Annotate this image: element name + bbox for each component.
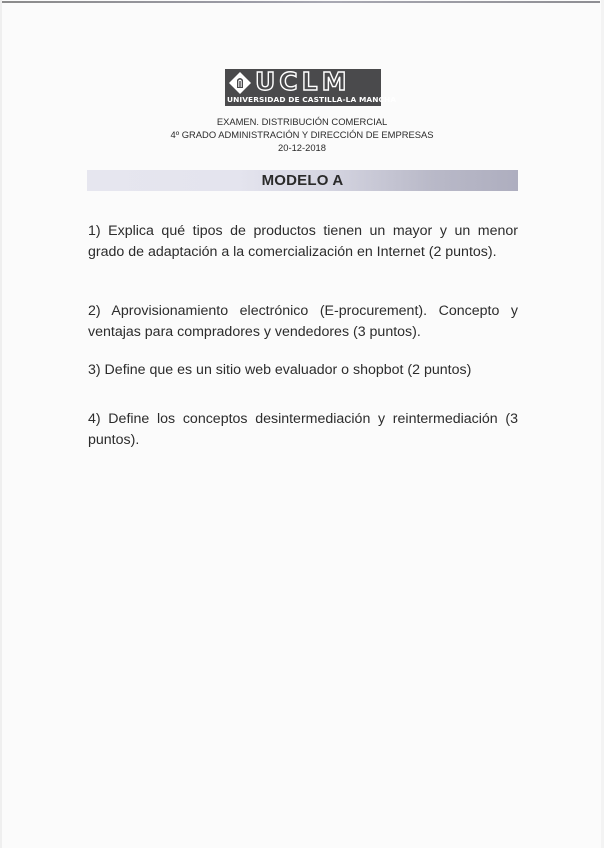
logo-letters: UCLM: [255, 67, 351, 96]
question-3: 3) Define que es un sitio web evaluador o shopbot (2 puntos): [88, 362, 472, 378]
question-1: 1) Explica qué tipos de productos tienen un mayor y un menor grado de adaptación a la comercialización en Internet (2 puntos).: [88, 223, 518, 260]
logo-subtitle: UNIVERSIDAD DE CASTILLA-LA MANCHA: [227, 95, 397, 104]
exam-header: [0, 115, 604, 154]
model-title: MODELO A: [261, 172, 344, 189]
question-4: 4) Define los conceptos desintermediación y reintermediación (3 puntos).: [88, 411, 518, 448]
scan-top-edge: [0, 1, 600, 3]
exam-title: EXAMEN. DISTRIBUCIÓN COMERCIAL: [216, 116, 388, 127]
degree-title: 4º GRADO ADMINISTRACIÓN Y DIRECCIÓN DE EMPRESAS: [170, 129, 434, 140]
uclm-logo: [225, 67, 397, 106]
university-emblem-icon: [229, 72, 251, 94]
model-banner: [87, 170, 518, 191]
question-2: 2) Aprovisionamiento electrónico (E-procurement). Concepto y ventajas para compradores y vendedores (3 puntos).: [88, 303, 518, 340]
exam-date: 20-12-2018: [278, 142, 326, 153]
